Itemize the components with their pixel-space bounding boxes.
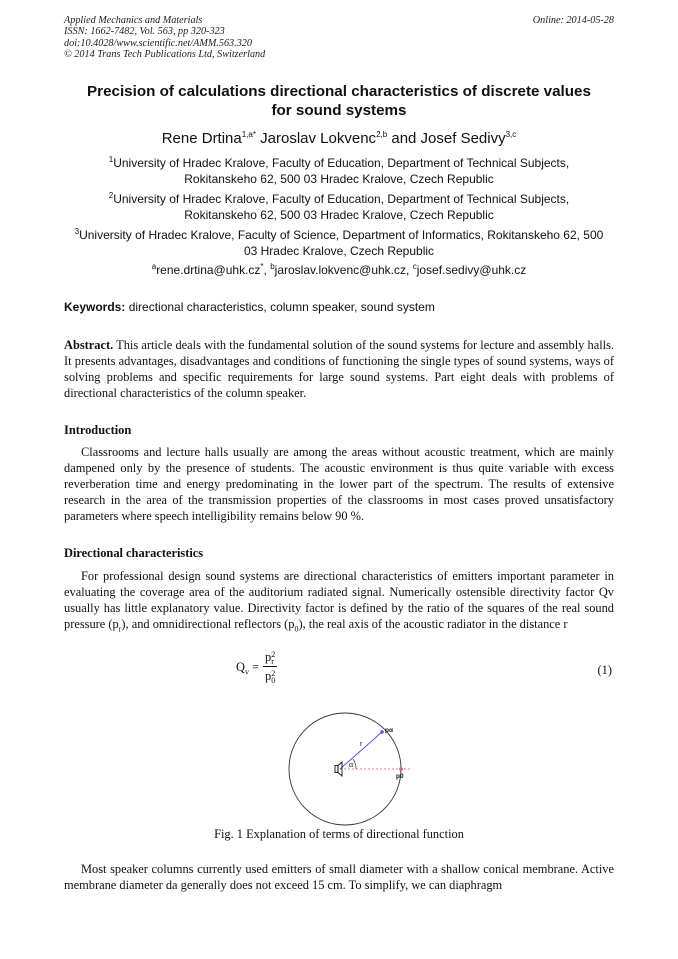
online-date: Online: 2014-05-28 (532, 15, 614, 26)
speaker-icon (335, 766, 338, 773)
abstract-label: Abstract. (64, 338, 114, 352)
affiliation-2 (64, 192, 614, 223)
equation-number: (1) (597, 663, 612, 677)
email-1-sup: a (151, 262, 157, 271)
author-1: Rene Drtina (161, 130, 242, 147)
eq-num-sub: r (271, 657, 274, 667)
label-alpha: α (349, 760, 354, 769)
journal-name: Applied Mechanics and Materials (64, 15, 203, 26)
affiliation-2-line-1: University of Hradec Kralove, Faculty of Education, Department of Technical Subjects, (113, 192, 570, 206)
abstract-paragraph (64, 337, 614, 401)
affiliation-2-sup: 2 (108, 191, 114, 200)
label-r: r (360, 741, 363, 748)
affiliation-2-line-2: Rokitanskeho 62, 500 03 Hradec Kralove, Czech Republic (184, 207, 494, 222)
author-3: and Josef Sedivy (391, 130, 506, 147)
affiliation-1-line-2: Rokitanskeho 62, 500 03 Hradec Kralove, Czech Republic (184, 171, 494, 186)
eq-denominator: p (265, 669, 272, 684)
author-list (64, 130, 614, 148)
affiliation-3-line-2: 03 Hradec Kralove, Czech Republic (243, 243, 435, 258)
label-p0: p0 (396, 773, 404, 780)
directional-text-c: ), the real axis of the acoustic radiator in the distance r (298, 617, 568, 631)
affiliation-1-sup: 1 (108, 155, 114, 164)
label-p-alpha: pα (385, 727, 393, 734)
point-p0 (399, 767, 403, 771)
eq-lhs: Q (236, 659, 245, 674)
eq-num-sup: 2 (271, 650, 276, 660)
author-2-sup: 2,b (376, 130, 388, 139)
radius-line (340, 732, 382, 769)
equation-1: $Q_v$ = p2 r p2 0 (236, 650, 276, 686)
angle-arc (353, 759, 356, 769)
title-line-2: for sound systems (271, 102, 407, 119)
eq-numerator: p (265, 650, 272, 664)
email-2[interactable]: jaroslav.lokvenc@uhk.cz (274, 263, 407, 277)
email-3[interactable]: josef.sedivy@uhk.cz (416, 263, 527, 277)
affiliation-3-line-1: University of Hradec Kralove, Faculty of Science, Department of Informatics, Rokitanskeho 62, 500 (79, 228, 604, 242)
point-p-alpha (380, 730, 384, 734)
sub-0: 0 (294, 624, 299, 634)
affiliation-1-line-1: University of Hradec Kralove, Faculty of Education, Department of Technical Subjects, (113, 156, 570, 170)
author-1-sup: 1,a* (241, 130, 256, 139)
directional-paragraph (64, 568, 614, 632)
email-1[interactable]: rene.drtina@uhk.cz (156, 263, 261, 277)
abstract-text: This article deals with the fundamental solution of the sound systems for lecture and assembly halls. It presents advantages, disadvantages and conditions of functioning the single types of sound systems, ways of solving problems and specific requirements for large sound systems. Part eight deals with problems of directional characteristics of the column speaker. (64, 338, 614, 400)
directional-text-a: For professional design sound systems are directional characteristics of emitters important parameter in evaluating the coverage area of the auditorium radiated signal. Numerically ostensible directivity factor Qv usually has little explanatory value. Directivity factor is defined by the ratio of the squares of the real sound pressure (p (64, 569, 614, 631)
intro-paragraph: Classrooms and lecture halls usually are among the areas without acoustic treatment, which are mainly dampened only by the presence of students. The acoustic environment is thus quite variable with excess reverberation time and energy predominating in the lower part of the spectrum. The results of extensive research in the area of the transmission properties of the classrooms in most cases proved unsatisfactory parameters where speech intelligibility remains below 90 %. (64, 445, 614, 523)
figure-1-diagram (283, 711, 413, 828)
keywords-text: directional characteristics, column speaker, sound system (128, 300, 435, 314)
directional-text-b: ), and omnidirectional reflectors (p (121, 617, 295, 631)
issn-line: ISSN: 1662-7482, Vol. 563, pp 320-323 (64, 26, 225, 38)
figure-1-caption: Fig. 1 Explanation of terms of directional function (214, 827, 464, 841)
intro-heading: Introduction (64, 423, 132, 437)
affiliation-3 (64, 228, 614, 259)
title-line-1: Precision of calculations directional characteristics of discrete values (87, 83, 591, 100)
keywords-label: Keywords: (64, 300, 126, 314)
email-3-sup: c (412, 262, 417, 271)
journal-header (64, 15, 265, 61)
email-list: $^a$rene.drtina@uhk.cz*, $^b$jaroslav.lokvenc@uhk.cz, $^c$josef.sedivy@uhk.cz (151, 262, 527, 277)
eq-lhs-sub: v (244, 667, 249, 677)
author-3-sup: 3,c (505, 130, 517, 139)
email-2-sup: b (270, 262, 275, 271)
affiliation-1 (64, 156, 614, 187)
doi-line: doi:10.4028/www.scientific.net/AMM.563.320 (64, 37, 252, 49)
copyright-line: © 2014 Trans Tech Publications Ltd, Switzerland (64, 49, 266, 61)
eq-den-sup: 2 (271, 669, 276, 679)
eq-den-sub: 0 (271, 676, 276, 686)
paper-title (64, 82, 614, 120)
affiliation-3-sup: 3 (74, 227, 80, 236)
keywords-line (64, 300, 614, 315)
author-2: Jaroslav Lokvenc (260, 130, 377, 147)
final-paragraph: Most speaker columns currently used emitters of small diameter with a shallow conical membrane. Active membrane diameter da generally does not exceed 15 cm. To simplify, we can diaphragm (64, 862, 614, 892)
corresponding-mark: * (260, 262, 264, 271)
sub-r: r (118, 624, 122, 634)
directional-heading: Directional characteristics (64, 546, 204, 560)
